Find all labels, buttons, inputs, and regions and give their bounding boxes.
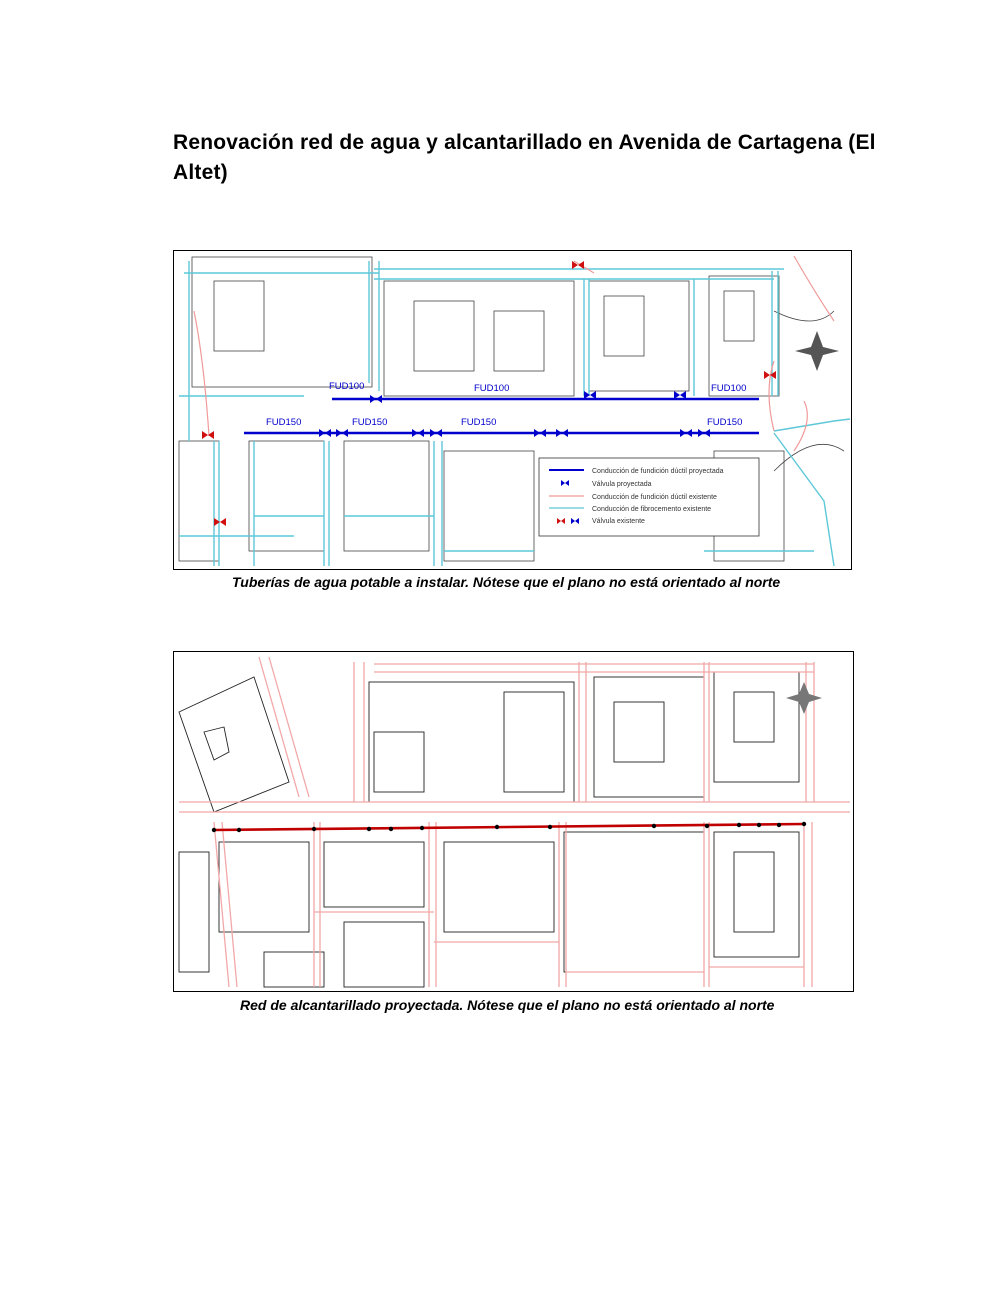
legend-item: Válvula proyectada (592, 481, 652, 488)
pipe-label: FUD100 (711, 383, 747, 394)
pipe-label: FUD150 (352, 417, 388, 428)
water-network-map (173, 250, 852, 570)
pipe-label: FUD150 (707, 417, 743, 428)
north-arrow-icon (786, 682, 822, 714)
north-arrow-icon (795, 331, 839, 371)
legend-item: Conducción de fundición dúctil existente (592, 494, 717, 501)
legend-item: Conducción de fibrocemento existente (592, 506, 712, 513)
pipe-label: FUD100 (329, 381, 365, 392)
legend-item: Válvula existente (592, 518, 645, 525)
legend-item: Conducción de fundición dúctil proyectada (592, 468, 724, 475)
projected-pipes (244, 399, 759, 433)
existing-sewer-lines (179, 657, 850, 987)
pipe-label: FUD100 (474, 383, 510, 394)
figure-caption: Red de alcantarillado proyectada. Nótese que el plano no está orientado al norte (240, 997, 775, 1013)
page-title: Renovación red de agua y alcantarillado en Avenida de Cartagena (El Altet) (173, 131, 876, 184)
pipe-label: FUD150 (461, 417, 497, 428)
figure-caption: Tuberías de agua potable a instalar. Nótese que el plano no está orientado al norte (232, 574, 781, 590)
sewer-network-map (173, 651, 854, 992)
pipe-label: FUD150 (266, 417, 302, 428)
map-legend (539, 458, 759, 536)
projected-sewer-line (212, 822, 806, 832)
